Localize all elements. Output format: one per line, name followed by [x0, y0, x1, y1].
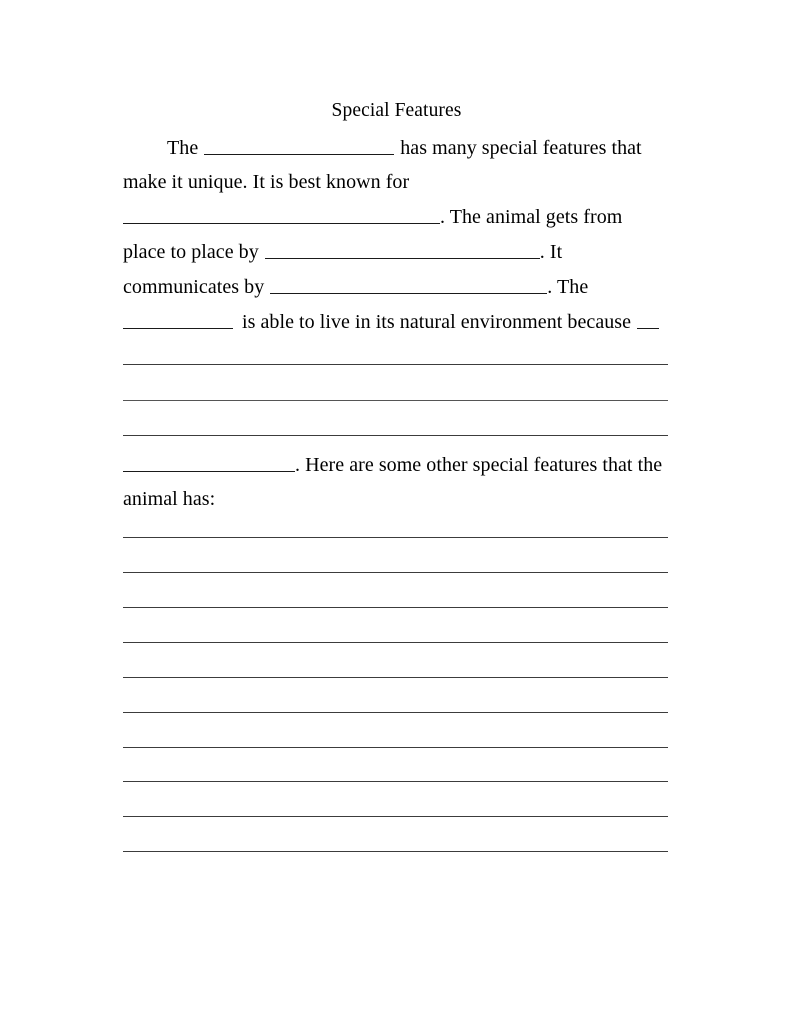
line7-text: . Here are some other special features that the	[295, 454, 663, 476]
ruled-writing-line[interactable]	[123, 781, 668, 782]
ruled-writing-line[interactable]	[123, 364, 668, 365]
ruled-writing-line[interactable]	[123, 572, 668, 573]
fill-in-blank-communication[interactable]	[270, 277, 547, 294]
ruled-writing-line[interactable]	[123, 435, 668, 436]
fill-in-blank-habitat-start[interactable]	[637, 312, 659, 329]
ruled-writing-line[interactable]	[123, 642, 668, 643]
ruled-writing-line[interactable]	[123, 816, 668, 817]
line5-text-before-blank: communicates by	[123, 276, 265, 298]
line3-text: . The animal gets from	[440, 206, 623, 228]
body-line-4	[123, 240, 562, 264]
line4-text-before-blank: place to place by	[123, 241, 259, 263]
line2-text: make it unique. It is best known for	[123, 171, 410, 193]
fill-in-blank-best-known-for[interactable]	[123, 207, 440, 224]
ruled-writing-line[interactable]	[123, 537, 668, 538]
ruled-writing-line[interactable]	[123, 677, 668, 678]
ruled-writing-line[interactable]	[123, 607, 668, 608]
fill-in-blank-animal-name-2[interactable]	[123, 312, 233, 329]
body-line-3	[123, 205, 622, 229]
fill-in-blank-movement[interactable]	[265, 242, 540, 259]
line1-text-before-blank: The	[167, 137, 199, 159]
page-title: Special Features	[331, 100, 462, 121]
line6-text: is able to live in its natural environment because	[242, 311, 632, 333]
ruled-writing-line[interactable]	[123, 712, 668, 713]
ruled-writing-line[interactable]	[123, 747, 668, 748]
line5-text-after-blank: . The	[547, 276, 589, 298]
body-line-6	[123, 310, 659, 334]
body-line-1	[123, 136, 642, 160]
body-line-2	[123, 170, 409, 194]
ruled-writing-line[interactable]	[123, 400, 668, 401]
fill-in-blank-animal-name[interactable]	[204, 138, 394, 155]
line1-text-after-blank: has many special features that	[400, 137, 642, 159]
body-line-5	[123, 275, 588, 299]
line4-text-after-blank: . It	[539, 241, 563, 263]
fill-in-blank-habitat-end[interactable]	[123, 455, 295, 472]
body-line-8	[123, 487, 215, 511]
line8-text: animal has:	[123, 488, 216, 510]
body-line-7	[123, 453, 662, 477]
ruled-writing-line[interactable]	[123, 851, 668, 852]
